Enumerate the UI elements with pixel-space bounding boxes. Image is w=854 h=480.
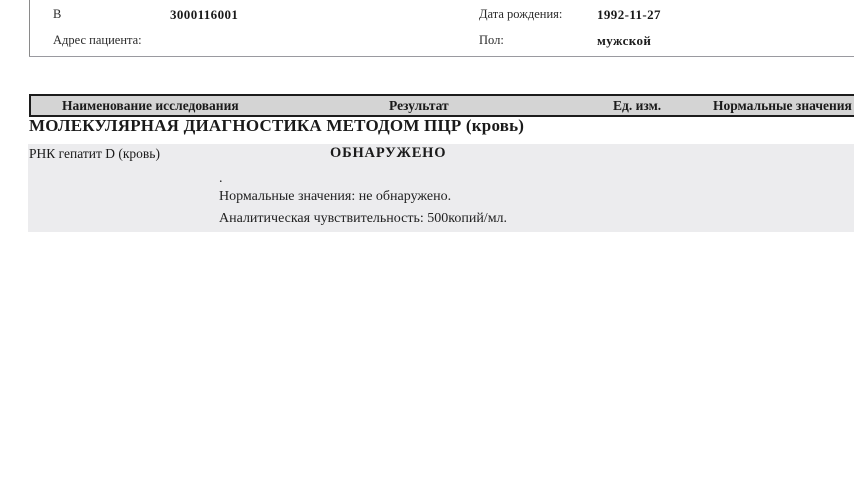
column-header-normal-values: Нормальные значения [713, 98, 852, 113]
birth-date-label: Дата рождения: [479, 7, 563, 21]
column-header-test-name: Наименование исследования [62, 98, 239, 113]
birth-date-value: 1992-11-27 [597, 7, 661, 22]
column-header-result: Результат [389, 98, 449, 113]
test-name: РНК гепатит D (кровь) [29, 146, 160, 161]
section-title-pcr-diagnostics: МОЛЕКУЛЯРНАЯ ДИАГНОСТИКА МЕТОДОМ ПЦР (кровь) [29, 116, 525, 135]
patient-id-prefix: В [53, 7, 62, 21]
patient-box-left-border [29, 0, 30, 57]
sex-value: мужской [597, 33, 652, 48]
result-note-sensitivity: Аналитическая чувствительность: 500копий/мл. [219, 211, 508, 226]
patient-id-value: 3000116001 [170, 7, 239, 22]
result-note-dot: . [219, 171, 223, 186]
test-result: ОБНАРУЖЕНО [330, 145, 447, 161]
patient-address-label: Адрес пациента: [53, 33, 142, 47]
column-header-units: Ед. изм. [613, 98, 662, 113]
patient-box-bottom-rule [29, 56, 854, 57]
result-note-normal-values: Нормальные значения: не обнаружено. [219, 189, 452, 204]
sex-label: Пол: [479, 33, 504, 47]
results-table-header [29, 94, 854, 117]
